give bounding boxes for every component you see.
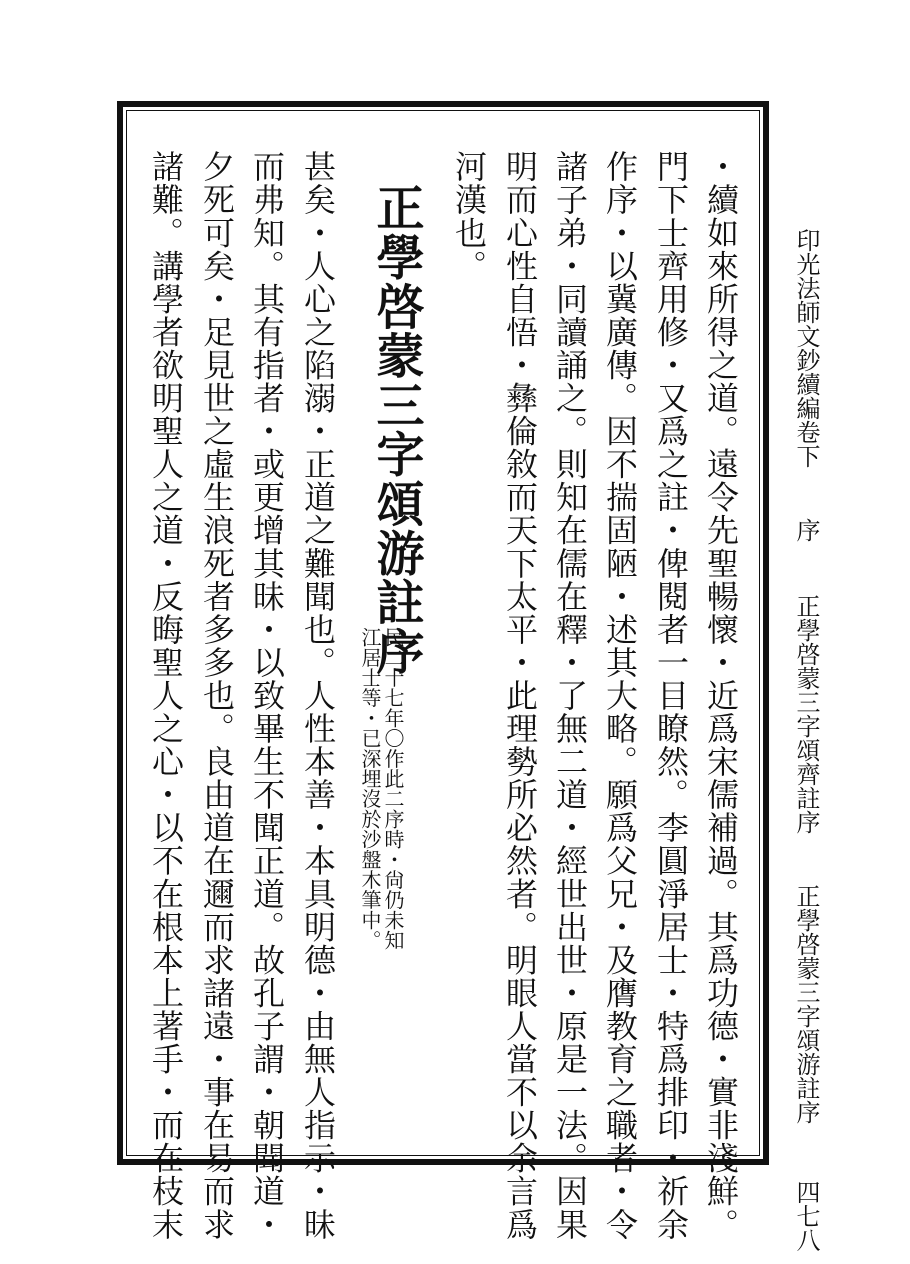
text-column-4: 諸子弟・同讀誦之。則知在儒在釋・了無二道・經世出世・原是一法。因果 bbox=[551, 150, 589, 1241]
text-column-9: 夕死可矣・足見世之虛生浪死者多多也。良由道在邇而求諸遠・事在易而求 bbox=[198, 150, 236, 1241]
text-column-5: 明而心性自悟・彝倫敘而天下太平・此理勢所必然者。明眼人當不以余言爲 bbox=[501, 150, 539, 1241]
text-column-8: 而弗知。其有指者・或更增其昧・以致畢生不聞正道。故孔子謂・朝聞道・ bbox=[248, 150, 286, 1241]
text-column-7: 甚矣・人心之陷溺・正道之難聞也。人性本善・本具明德・由無人指示・昧 bbox=[299, 150, 337, 1241]
section-title: 正學啓蒙三字頌游註序 bbox=[368, 183, 424, 676]
title-note-line-1: 民二十七年〇作此二序時・尙仍未知 bbox=[381, 627, 405, 951]
running-head-book-title: 印光法師文鈔續編卷下 bbox=[792, 228, 820, 468]
running-head-preface-2: 正學啓蒙三字頌游註序 bbox=[792, 884, 820, 1124]
text-column-3: 作序・以冀廣傳。因不揣固陋・述其大略。願爲父兄・及膺教育之職者・令 bbox=[601, 150, 639, 1241]
title-note-line-2: 江居士等・已深埋沒於沙盤木筆中。 bbox=[358, 627, 382, 951]
text-column-2: 門下士齊用修・又爲之註・俾閱者一目瞭然。李圓淨居士・特爲排印・祈余 bbox=[652, 150, 690, 1241]
text-column-6: 河漢也。 bbox=[450, 150, 488, 283]
text-column-1: ・續如來所得之道。遠令先聖暢懷・近爲宋儒補過。其爲功德・實非淺鮮。 bbox=[702, 150, 740, 1241]
text-column-10: 諸難。講學者欲明聖人之道・反晦聖人之心・以不在根本上著手・而在枝末 bbox=[147, 150, 185, 1241]
running-head-section: 序 bbox=[792, 518, 820, 542]
running-head bbox=[772, 228, 820, 1252]
running-head-preface-1: 正學啓蒙三字頌齊註序 bbox=[792, 594, 820, 834]
page-number: 四七八 bbox=[792, 1180, 820, 1252]
